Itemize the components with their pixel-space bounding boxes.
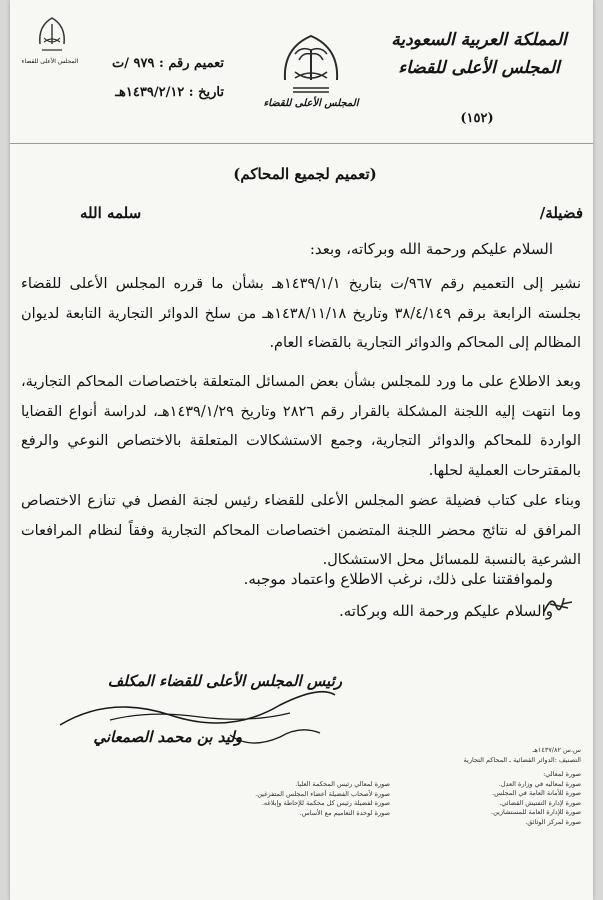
document-title: (تعميم لجميع المحاكم) [233, 165, 377, 183]
footer-classification: التصنيف :الدوائر القضائية ـ المحاكم التجارية [463, 756, 581, 764]
paragraph-3: وبناء على كتاب فضيلة عضو المجلس الأعلى للقضاء رئيس لجنة الفصل في تنازع الاختصاص المرافق له نتائج محضر اللجنة المتضمن اختصاصات المحاكم التجارية وفقاً لنظام المرافعات الشرعية بالنسبة للمسائل محل الاستشكال. [21, 493, 581, 568]
emblem-caption: المجلس الأعلى للقضاء [263, 98, 359, 109]
salutation-blessing: سلمه الله [80, 204, 142, 222]
copies-list-right [431, 770, 581, 827]
salutation: فضيلة/ [539, 204, 583, 222]
footer-reference: س.س ١٤٣٧/٨٢هـ [532, 746, 581, 754]
copy-recipient: صورة لمركز الوثائق. [525, 817, 581, 826]
paragraph-2: وبعد الاطلاع على ما ورد للمجلس بشأن بعض المسائل المتعلقة باختصاصات المحاكم التجارية، وما انتهت إليه اللجنة المشكلة بالقرار رقم ٢٨٢٦ وتاريخ ١٤٣٩/١/٢٩هـ، لدراسة أنواع القضايا الواردة للمحاكم والدوائر التجارية، وجمع الاستشكالات المتعلقة بالاختصاص النوعي والرفع بالمقترحات العملية لحلها. [21, 374, 581, 479]
paragraph-1: نشير إلى التعميم رقم ٩٦٧/ت بتاريخ ١٤٣٩/١/١هـ بشأن ما قرره المجلس الأعلى للقضاء بجلسته الرابعة برقم ٣٨/٤/١٤٩ وتاريخ ١٤٣٨/١١/١٨هـ من سلخ الدوائر التجارية التابعة لديوان المظالم إلى المحاكم والدوائر التجارية بالقضاء العام. [21, 276, 582, 351]
copy-recipient: صورة للأمانة العامة في المجلس. [492, 789, 581, 797]
document-page [10, 0, 593, 900]
copy-recipient: صورة لإدارة التفتيش القضائي. [499, 798, 581, 807]
circular-date: تاريخ : ١٤٣٩/٢/١٢هـ [115, 85, 224, 100]
copy-recipient: صورة لوحدة التعاميم مع الأساس. [299, 808, 390, 817]
signatory-name: وليد بن محمد الصمعاني [93, 728, 242, 746]
small-logo-caption: المجلس الأعلى للقضاء [21, 58, 79, 65]
copy-recipient: صورة لفضيلة رئيس كل محكمة للإحاطة وإبلاغه. [261, 799, 390, 807]
council-logo-icon [32, 14, 72, 58]
org-number: (١٥٢) [460, 111, 494, 126]
copy-recipient: صورة للإدارة العامة للمستشارين. [491, 808, 581, 816]
handwritten-initial-icon [540, 592, 576, 618]
copy-recipient: صورة لمعالي رئيس المحكمة العليا. [295, 780, 390, 788]
copy-recipient: صورة لأصحاب الفضيلة أعضاء المجلس المتفرغين. [255, 789, 390, 798]
copies-list-left [190, 780, 390, 818]
signatory-title: رئيس المجلس الأعلى للقضاء المكلف [107, 672, 342, 690]
closing-request: ولموافقتنا على ذلك، نرغب الاطلاع واعتماد موجبه. [243, 570, 553, 588]
copy-recipient: صورة لمعاليه في وزارة العدل. [498, 779, 581, 788]
circular-number: تعميم رقم : ٩٧٩ /ت [112, 56, 224, 71]
copy-recipient: صورة لمعالي: [543, 770, 581, 778]
closing-greeting: والسلام عليكم ورحمة الله وبركاته. [339, 602, 553, 620]
org-title-line-1: المملكة العربية السعودية [391, 30, 567, 50]
header-divider [10, 143, 593, 144]
org-title-line-2: المجلس الأعلى للقضاء [398, 58, 560, 78]
greeting: السلام عليكم ورحمة الله وبركاته، وبعد: [309, 240, 553, 258]
